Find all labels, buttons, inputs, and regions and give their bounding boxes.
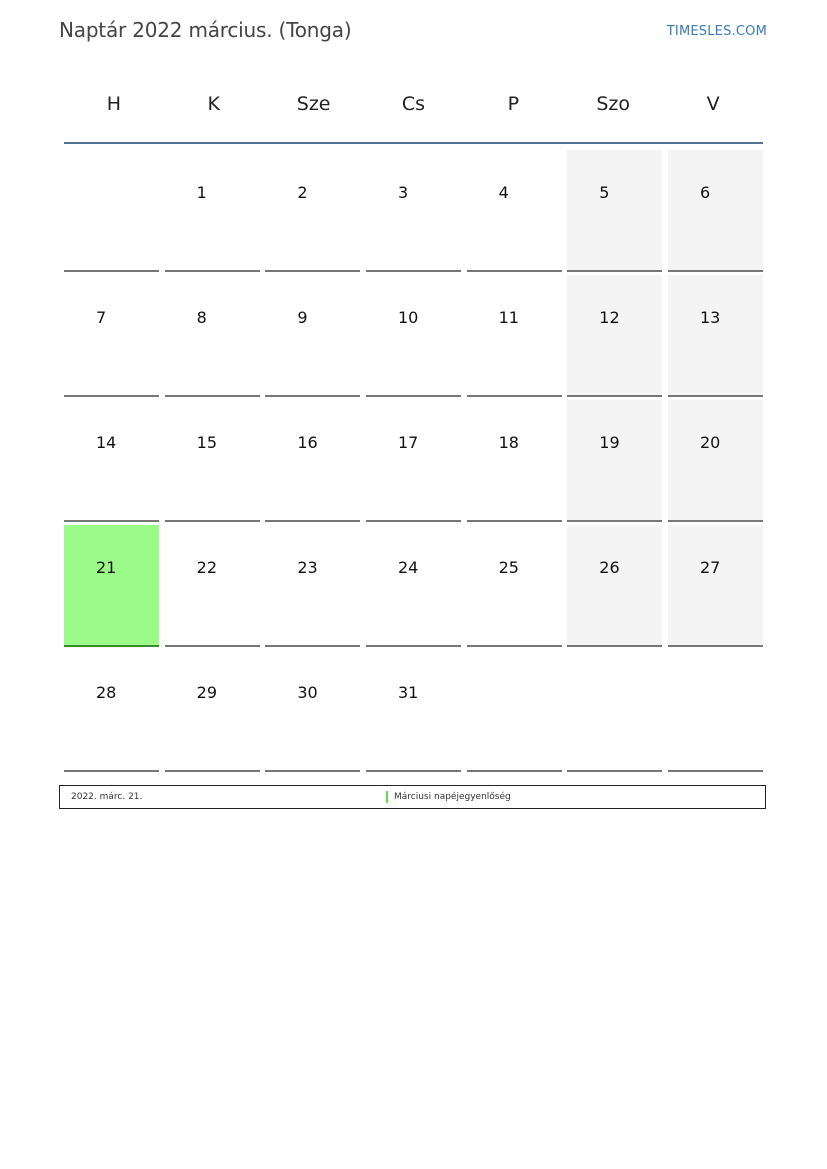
calendar-day (165, 400, 260, 522)
weekday-monday: H (106, 93, 122, 115)
calendar-day (165, 275, 260, 397)
calendar-day (467, 150, 562, 272)
day-number: 8 (196, 308, 207, 327)
day-number: 25 (498, 558, 519, 577)
calendar-week (64, 650, 763, 775)
day-number: 14 (96, 433, 117, 452)
calendar-day (467, 400, 562, 522)
header-divider (64, 142, 763, 144)
calendar-day (265, 525, 360, 647)
day-number: 24 (397, 558, 419, 577)
calendar-day (567, 275, 662, 397)
calendar-day (567, 525, 662, 647)
day-number: 27 (699, 558, 721, 577)
calendar-day (366, 275, 461, 397)
day-number: 29 (196, 683, 218, 702)
calendar-day (567, 400, 662, 522)
weekday-wednesday: Sze (296, 93, 331, 115)
calendar-day (366, 650, 461, 772)
day-number: 1 (196, 183, 207, 202)
day-number: 2 (297, 183, 308, 202)
calendar-week (64, 400, 763, 525)
calendar-day (467, 650, 562, 772)
day-number: 5 (599, 183, 610, 202)
day-number: 13 (699, 308, 721, 327)
day-number: 6 (699, 183, 711, 202)
day-number: 19 (599, 433, 620, 452)
calendar-day (165, 525, 260, 647)
legend-date: 2022. márc. 21. (71, 792, 143, 802)
calendar-day (668, 525, 763, 647)
calendar-day (668, 275, 763, 397)
day-number: 26 (599, 558, 620, 577)
calendar-day (265, 275, 360, 397)
day-number: 11 (498, 308, 519, 327)
legend-color-marker (386, 791, 388, 803)
calendar-week (64, 275, 763, 400)
calendar-day-holiday (64, 525, 159, 647)
day-number: 21 (96, 558, 117, 577)
calendar-day (467, 275, 562, 397)
weekday-sunday: V (706, 93, 720, 115)
day-number: 3 (397, 183, 409, 202)
calendar-day (366, 150, 461, 272)
calendar-day (165, 650, 260, 772)
calendar-week (64, 150, 763, 275)
page-title: Naptár 2022 március. (Tonga) (59, 18, 352, 42)
weekday-friday: P (507, 93, 520, 115)
day-number: 18 (498, 433, 519, 452)
calendar-day (165, 150, 260, 272)
calendar-week (64, 525, 763, 650)
day-number: 4 (498, 183, 509, 202)
calendar-day (64, 400, 159, 522)
calendar-day (64, 150, 159, 272)
day-number: 17 (397, 433, 419, 452)
day-number: 20 (699, 433, 721, 452)
weekday-tuesday: K (207, 93, 220, 115)
day-number: 30 (297, 683, 318, 702)
day-number: 16 (297, 433, 318, 452)
legend-holiday-name: Márciusi napéjegyenlőség (394, 792, 511, 802)
calendar-day (64, 275, 159, 397)
calendar-day (567, 650, 662, 772)
weekday-saturday: Szo (596, 93, 631, 115)
day-number: 15 (196, 433, 218, 452)
day-number: 28 (96, 683, 117, 702)
day-number: 12 (599, 308, 620, 327)
day-number: 7 (96, 308, 107, 327)
calendar-day (668, 650, 763, 772)
calendar-day (64, 650, 159, 772)
holiday-legend (59, 785, 766, 809)
calendar-day (668, 150, 763, 272)
calendar-day (265, 650, 360, 772)
weekday-header (64, 80, 763, 128)
day-number: 31 (397, 683, 419, 702)
calendar-day (265, 150, 360, 272)
calendar-grid (64, 150, 763, 775)
calendar-day (366, 400, 461, 522)
day-number: 22 (196, 558, 218, 577)
calendar-day (567, 150, 662, 272)
calendar-day (467, 525, 562, 647)
brand-link[interactable]: TIMESLES.COM (666, 24, 767, 39)
day-number: 23 (297, 558, 318, 577)
day-number: 10 (397, 308, 419, 327)
calendar-day (265, 400, 360, 522)
weekday-thursday: Cs (401, 93, 426, 115)
day-number: 9 (297, 308, 308, 327)
calendar-day (366, 525, 461, 647)
calendar-day (668, 400, 763, 522)
